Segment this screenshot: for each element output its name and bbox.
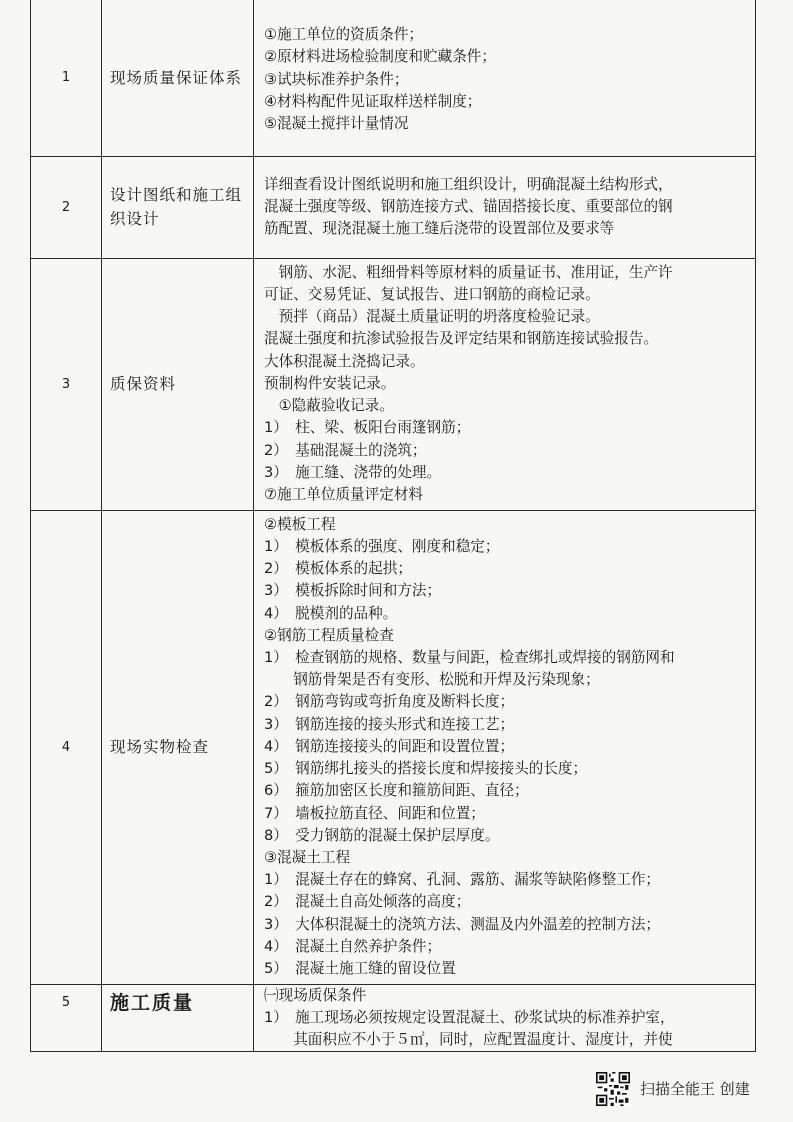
- table-row: [31, 984, 756, 1052]
- content-line: 5） 混凝土施工缝的留设位置: [264, 959, 456, 977]
- content-line: 2） 钢筋弯钩或弯折角度及断料长度；: [264, 693, 515, 711]
- inspection-table: [30, 0, 756, 1052]
- content-line: ③混凝土工程: [264, 848, 351, 866]
- content-line: 3） 钢筋连接的接头形式和连接工艺；: [264, 715, 515, 733]
- content-line: 7） 墙板拉筋直径、间距和位置；: [264, 804, 485, 822]
- content-line: 大体积混凝土浇捣记录。: [264, 352, 425, 370]
- table-row: [31, 156, 756, 258]
- row-content: [254, 0, 756, 156]
- content-line: ④材料构配件见证取样送样制度；: [264, 92, 482, 110]
- scanner-brand-label: 扫描全能王 创建: [640, 1080, 750, 1098]
- content-line: 4） 脱模剂的品种。: [264, 604, 398, 622]
- content-line: 5） 钢筋绑扎接头的搭接长度和焊接接头的长度；: [264, 760, 588, 778]
- content-line: ②模板工程: [264, 515, 336, 533]
- content-line: 1） 混凝土存在的蜂窝、孔洞、露筋、漏浆等缺陷修整工作；: [264, 871, 661, 889]
- content-line: 4） 混凝土自然养护条件；: [264, 937, 442, 955]
- content-line: ②原材料进场检验制度和贮藏条件；: [264, 48, 496, 66]
- content-line: 钢筋骨架是否有变形、松脱和开焊及污染现象；: [264, 671, 600, 689]
- table-row: [31, 258, 756, 510]
- qr-code-icon: [596, 1072, 630, 1106]
- content-line: 筋配置、现浇混凝土施工缝后浇带的设置部位及要求等: [264, 220, 615, 238]
- content-line: ③试块标准养护条件；: [264, 70, 409, 88]
- content-line: 1） 柱、梁、板阳台雨篷钢筋；: [264, 419, 471, 437]
- content-line: ㈠现场质保条件: [264, 986, 367, 1004]
- row-content: [254, 510, 756, 984]
- content-line: 详细查看设计图纸说明和施工组织设计，明确混凝土结构形式，: [264, 175, 673, 193]
- row-number: 1: [31, 0, 102, 156]
- content-line: 钢筋、水泥、粗细骨料等原材料的质量证书、准用证，生产许: [264, 263, 673, 281]
- row-item: 施工质量: [102, 984, 254, 1052]
- content-line: 3） 施工缝、浇带的处理。: [264, 463, 442, 481]
- content-line: ①施工单位的资质条件；: [264, 26, 424, 44]
- content-line: 可证、交易凭证、复试报告、进口钢筋的商检记录。: [264, 286, 600, 304]
- row-content: [254, 156, 756, 258]
- row-item: 现场实物检查: [102, 510, 254, 984]
- content-line: 其面积应不小于５㎡，同时，应配置温度计、湿度计，并使: [264, 1030, 673, 1048]
- content-line: 2） 基础混凝土的浇筑；: [264, 441, 427, 459]
- content-line: 混凝土强度和抗渗试验报告及评定结果和钢筋连接试验报告。: [264, 330, 659, 348]
- content-line: ⑦施工单位质量评定材料: [264, 485, 424, 503]
- row-number: 4: [31, 510, 102, 984]
- content-line: 预拌（商品）混凝土质量证明的坍落度检验记录。: [264, 308, 600, 326]
- row-item: 设计图纸和施工组织设计: [102, 156, 254, 258]
- content-line: 4） 钢筋连接接头的间距和设置位置；: [264, 737, 515, 755]
- content-line: ⑤混凝土搅拌计量情况: [264, 115, 409, 133]
- content-line: 混凝土强度等级、钢筋连接方式、锚固搭接长度、重要部位的钢: [264, 197, 673, 215]
- row-content: [254, 258, 756, 510]
- content-line: ①隐蔽验收记录。: [264, 397, 394, 415]
- row-number: 2: [31, 156, 102, 258]
- content-line: 2） 模板体系的起拱；: [264, 560, 412, 578]
- content-line: 1） 施工现场必须按规定设置混凝土、砂浆试块的标准养护室，: [264, 1008, 675, 1026]
- row-number: 5: [31, 984, 102, 1052]
- content-line: 预制构件安装记录。: [264, 374, 396, 392]
- content-line: 1） 检查钢筋的规格、数量与间距，检查绑扎或焊接的钢筋网和: [264, 649, 675, 667]
- row-number: 3: [31, 258, 102, 510]
- row-item: 现场质量保证体系: [102, 0, 254, 156]
- content-line: 3） 模板拆除时间和方法；: [264, 582, 442, 600]
- content-line: 3） 大体积混凝土的浇筑方法、测温及内外温差的控制方法；: [264, 915, 661, 933]
- content-line: 2） 混凝土自高处倾落的高度；: [264, 893, 471, 911]
- content-line: 8） 受力钢筋的混凝土保护层厚度。: [264, 826, 500, 844]
- content-line: ②钢筋工程质量检查: [264, 626, 394, 644]
- content-line: 1） 模板体系的强度、刚度和稳定；: [264, 538, 500, 556]
- table-row: [31, 0, 756, 156]
- row-item: 质保资料: [102, 258, 254, 510]
- row-content: [254, 984, 756, 1052]
- content-line: 6） 箍筋加密区长度和箍筋间距、直径；: [264, 782, 529, 800]
- table-row: [31, 510, 756, 984]
